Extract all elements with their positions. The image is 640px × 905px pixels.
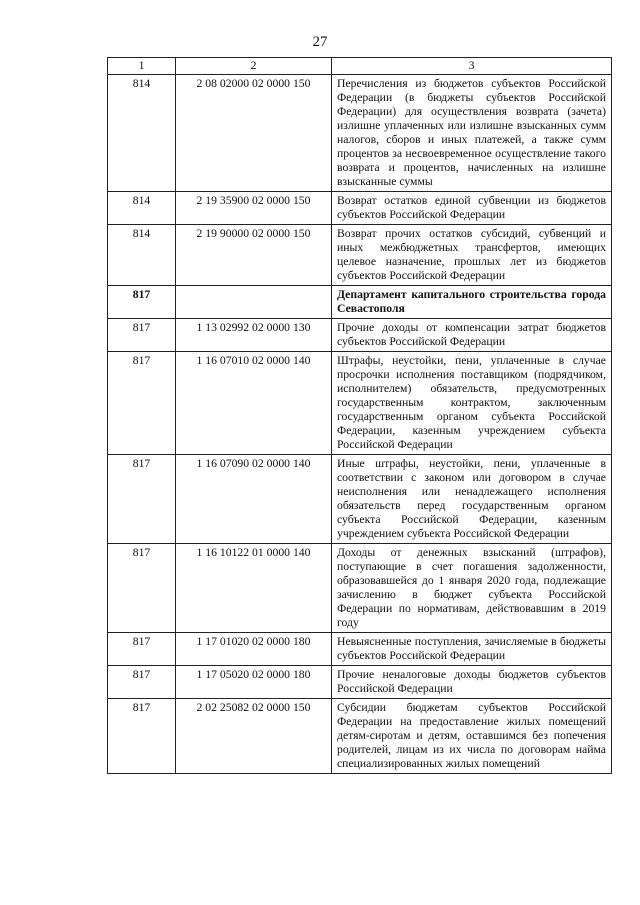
table-row xyxy=(108,666,612,699)
revenue-name-cell: Возврат остатков единой субвенции из бюджетов субъектов Российской Федерации xyxy=(332,192,612,225)
admin-code-cell: 814 xyxy=(108,225,176,286)
admin-code-cell: 814 xyxy=(108,192,176,225)
admin-code-cell: 817 xyxy=(108,699,176,774)
revenue-codes-table xyxy=(107,57,612,774)
revenue-code-cell: 1 16 07090 02 0000 140 xyxy=(176,455,332,544)
admin-code-cell: 817 xyxy=(108,544,176,633)
table-row xyxy=(108,699,612,774)
revenue-code-cell: 1 13 02992 02 0000 130 xyxy=(176,319,332,352)
revenue-name-cell: Штрафы, неустойки, пени, уплаченные в случае просрочки исполнения поставщиком (подрядчиком, исполнителем) обязательств, предусмотренных государственным контрактом, заключенным государственным органом субъекта Российской Федерации, казенным учреждением субъекта Российской Федерации xyxy=(332,352,612,455)
revenue-code-cell: 1 17 05020 02 0000 180 xyxy=(176,666,332,699)
admin-code-cell: 817 xyxy=(108,633,176,666)
table-row xyxy=(108,455,612,544)
admin-code-cell: 817 xyxy=(108,352,176,455)
admin-code-cell: 817 xyxy=(108,286,176,319)
table-row xyxy=(108,319,612,352)
page-number: 27 xyxy=(312,34,328,50)
table-row xyxy=(108,225,612,286)
table-row xyxy=(108,544,612,633)
table-header-row xyxy=(108,58,612,75)
revenue-name-cell: Субсидии бюджетам субъектов Российской Федерации на предоставление жилых помещений детям-сиротам и детям, оставшимся без попечения родителей, лицам из их числа по договорам найма специализированных жилых помещений xyxy=(332,699,612,774)
admin-code-cell: 814 xyxy=(108,75,176,192)
table-row xyxy=(108,75,612,192)
admin-code-cell: 817 xyxy=(108,666,176,699)
table-row xyxy=(108,352,612,455)
revenue-code-cell: 2 08 02000 02 0000 150 xyxy=(176,75,332,192)
header-col-1: 1 xyxy=(108,58,176,75)
revenue-name-cell: Прочие неналоговые доходы бюджетов субъектов Российской Федерации xyxy=(332,666,612,699)
revenue-name-cell: Возврат прочих остатков субсидий, субвенций и иных межбюджетных трансфертов, имеющих целевое назначение, прошлых лет из бюджетов субъектов Российской Федерации xyxy=(332,225,612,286)
header-col-2: 2 xyxy=(176,58,332,75)
revenue-name-cell: Невыясненные поступления, зачисляемые в бюджеты субъектов Российской Федерации xyxy=(332,633,612,666)
department-name-cell: Департамент капитального строительства города Севастополя xyxy=(332,286,612,319)
revenue-code-cell: 1 17 01020 02 0000 180 xyxy=(176,633,332,666)
revenue-name-cell: Доходы от денежных взысканий (штрафов), поступающие в счет погашения задолженности, образовавшейся до 1 января 2020 года, подлежащие зачислению в бюджет субъекта Российской Федерации по нормативам, действовавшим в 2019 году xyxy=(332,544,612,633)
department-header-row xyxy=(108,286,612,319)
revenue-code-cell: 2 02 25082 02 0000 150 xyxy=(176,699,332,774)
admin-code-cell: 817 xyxy=(108,455,176,544)
revenue-code-cell: 2 19 90000 02 0000 150 xyxy=(176,225,332,286)
revenue-name-cell: Перечисления из бюджетов субъектов Российской Федерации (в бюджеты субъектов Российской Федерации) для осуществления возврата (зачета) излишне уплаченных или излишне взысканных сумм налогов, сборов и иных платежей, а также сумм процентов за несвоевременное осуществление такого возврата и процентов, начисленных на излишне взысканные суммы xyxy=(332,75,612,192)
revenue-name-cell: Прочие доходы от компенсации затрат бюджетов субъектов Российской Федерации xyxy=(332,319,612,352)
revenue-code-cell xyxy=(176,286,332,319)
table-row xyxy=(108,633,612,666)
header-col-3: 3 xyxy=(332,58,612,75)
revenue-code-cell: 1 16 07010 02 0000 140 xyxy=(176,352,332,455)
revenue-code-cell: 2 19 35900 02 0000 150 xyxy=(176,192,332,225)
revenue-name-cell: Иные штрафы, неустойки, пени, уплаченные в соответствии с законом или договором в случае неисполнения или ненадлежащего исполнения обязательств перед государственным органом субъекта Российской Федерации, казенным учреждением субъекта Российской Федерации xyxy=(332,455,612,544)
table-row xyxy=(108,192,612,225)
admin-code-cell: 817 xyxy=(108,319,176,352)
revenue-code-cell: 1 16 10122 01 0000 140 xyxy=(176,544,332,633)
